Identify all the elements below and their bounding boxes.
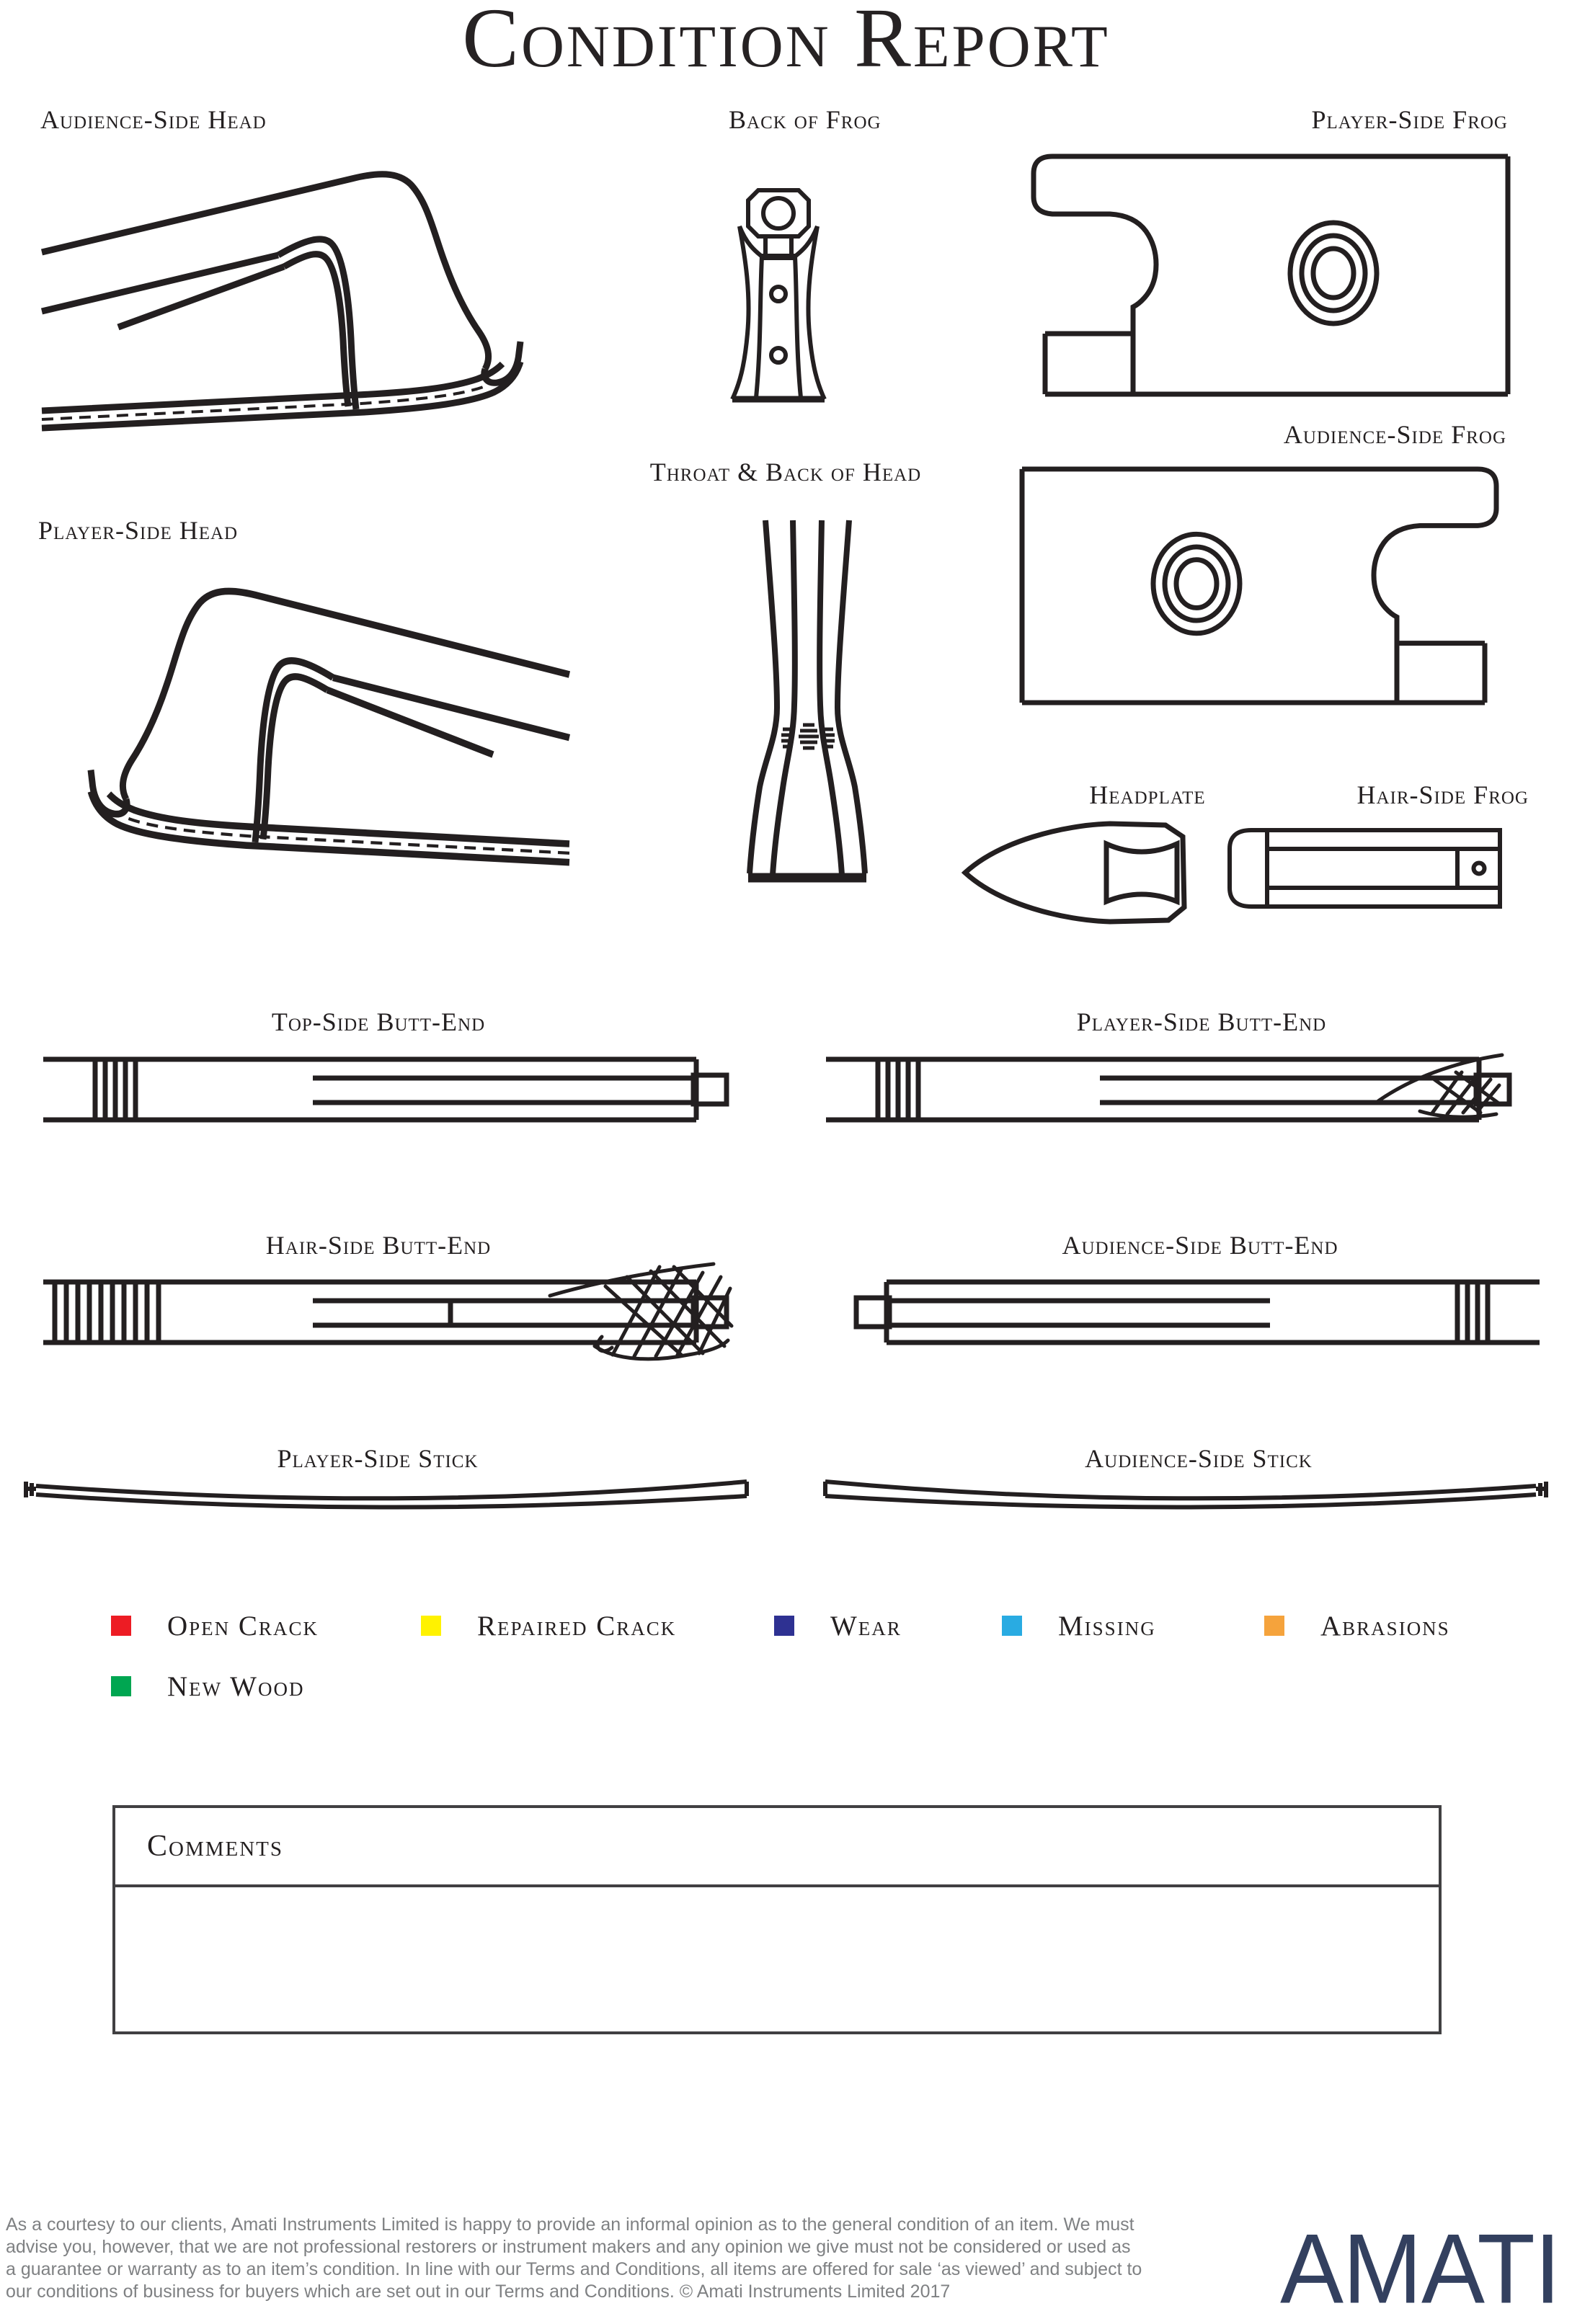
label-player-side-stick: Player-Side Stick — [277, 1444, 479, 1473]
label-player-side-butt-end: Player-Side Butt-End — [1076, 1007, 1327, 1036]
legend-item-repaired-crack — [421, 1610, 677, 1642]
label-player-side-frog: Player-Side Frog — [1311, 105, 1508, 134]
player-side-frog-diagram — [1023, 152, 1508, 397]
audience-side-head-diagram — [40, 146, 574, 442]
label-audience-side-frog: Audience-Side Frog — [1283, 420, 1506, 449]
footer-line-3: a guarantee or warranty as to an item’s condition. In line with our Terms and Conditions, all items are offered for sale ‘as viewed’ and subject to — [6, 2259, 1142, 2279]
audience-side-butt-end-diagram — [826, 1279, 1540, 1345]
legend-item-wear — [774, 1610, 902, 1642]
legend-swatch-wear — [774, 1616, 794, 1636]
headplate-diagram — [962, 819, 1200, 926]
legend-label-wear: Wear — [830, 1610, 902, 1642]
legend-label-abrasions: Abrasions — [1320, 1610, 1450, 1642]
label-headplate: Headplate — [1089, 780, 1206, 809]
label-audience-side-butt-end: Audience-Side Butt-End — [1062, 1231, 1338, 1260]
label-hair-side-frog: Hair-Side Frog — [1356, 780, 1529, 809]
legend-label-missing: Missing — [1058, 1610, 1156, 1642]
new-wood-mark-player-side-butt-end — [1375, 1051, 1505, 1117]
label-audience-side-stick: Audience-Side Stick — [1085, 1444, 1313, 1473]
footer-line-1: As a courtesy to our clients, Amati Instruments Limited is happy to provide an informal opinion as to the general condition of an item. We must — [6, 2214, 1134, 2235]
label-back-of-frog: Back of Frog — [729, 105, 882, 134]
label-hair-side-butt-end: Hair-Side Butt-End — [265, 1231, 492, 1260]
legend-swatch-abrasions — [1264, 1616, 1284, 1636]
legend-item-open-crack — [111, 1610, 319, 1642]
throat-back-of-head-diagram — [748, 520, 866, 888]
audience-side-frog-diagram — [1022, 465, 1506, 705]
top-side-butt-end-diagram — [43, 1056, 757, 1123]
legend-label-repaired-crack: Repaired Crack — [477, 1610, 677, 1642]
audience-side-stick-diagram — [822, 1479, 1552, 1510]
comments-input[interactable] — [115, 1887, 1439, 2043]
new-wood-mark-hair-side-butt-end — [544, 1254, 735, 1358]
label-throat-back-of-head: Throat & Back of Head — [649, 458, 922, 486]
legend-swatch-open-crack — [111, 1616, 131, 1636]
label-player-side-head: Player-Side Head — [38, 516, 239, 545]
legend-swatch-missing — [1002, 1616, 1022, 1636]
footer-line-4: our conditions of business for buyers which are set out in our Terms and Conditions. © Amati Instruments Limited 2017 — [6, 2281, 951, 2302]
legend-label-new-wood: New Wood — [167, 1670, 305, 1702]
legend-swatch-new-wood — [111, 1676, 131, 1696]
player-side-head-diagram — [37, 561, 571, 878]
legend-item-missing — [1002, 1610, 1156, 1642]
comments-box — [112, 1805, 1442, 2034]
hair-side-frog-diagram — [1225, 827, 1503, 909]
comments-header — [115, 1808, 1439, 1887]
player-side-stick-diagram — [20, 1479, 750, 1510]
label-audience-side-head: Audience-Side Head — [40, 105, 267, 134]
label-top-side-butt-end: Top-Side Butt-End — [271, 1007, 486, 1036]
legend-label-open-crack: Open Crack — [167, 1610, 319, 1642]
legend-item-new-wood — [111, 1670, 305, 1702]
legend-swatch-repaired-crack — [421, 1616, 441, 1636]
page-title: Condition Report — [462, 0, 1110, 85]
footer-line-2: advise you, however, that we are not professional restorers or instrument makers and any opinion we give must not be considered or used as — [6, 2237, 1131, 2257]
footer-disclaimer — [6, 2214, 1142, 2303]
legend-item-abrasions — [1264, 1610, 1450, 1642]
back-of-frog-diagram — [729, 186, 827, 402]
comments-title: Comments — [147, 1830, 284, 1863]
amati-logo: AMATI — [1280, 2213, 1560, 2324]
